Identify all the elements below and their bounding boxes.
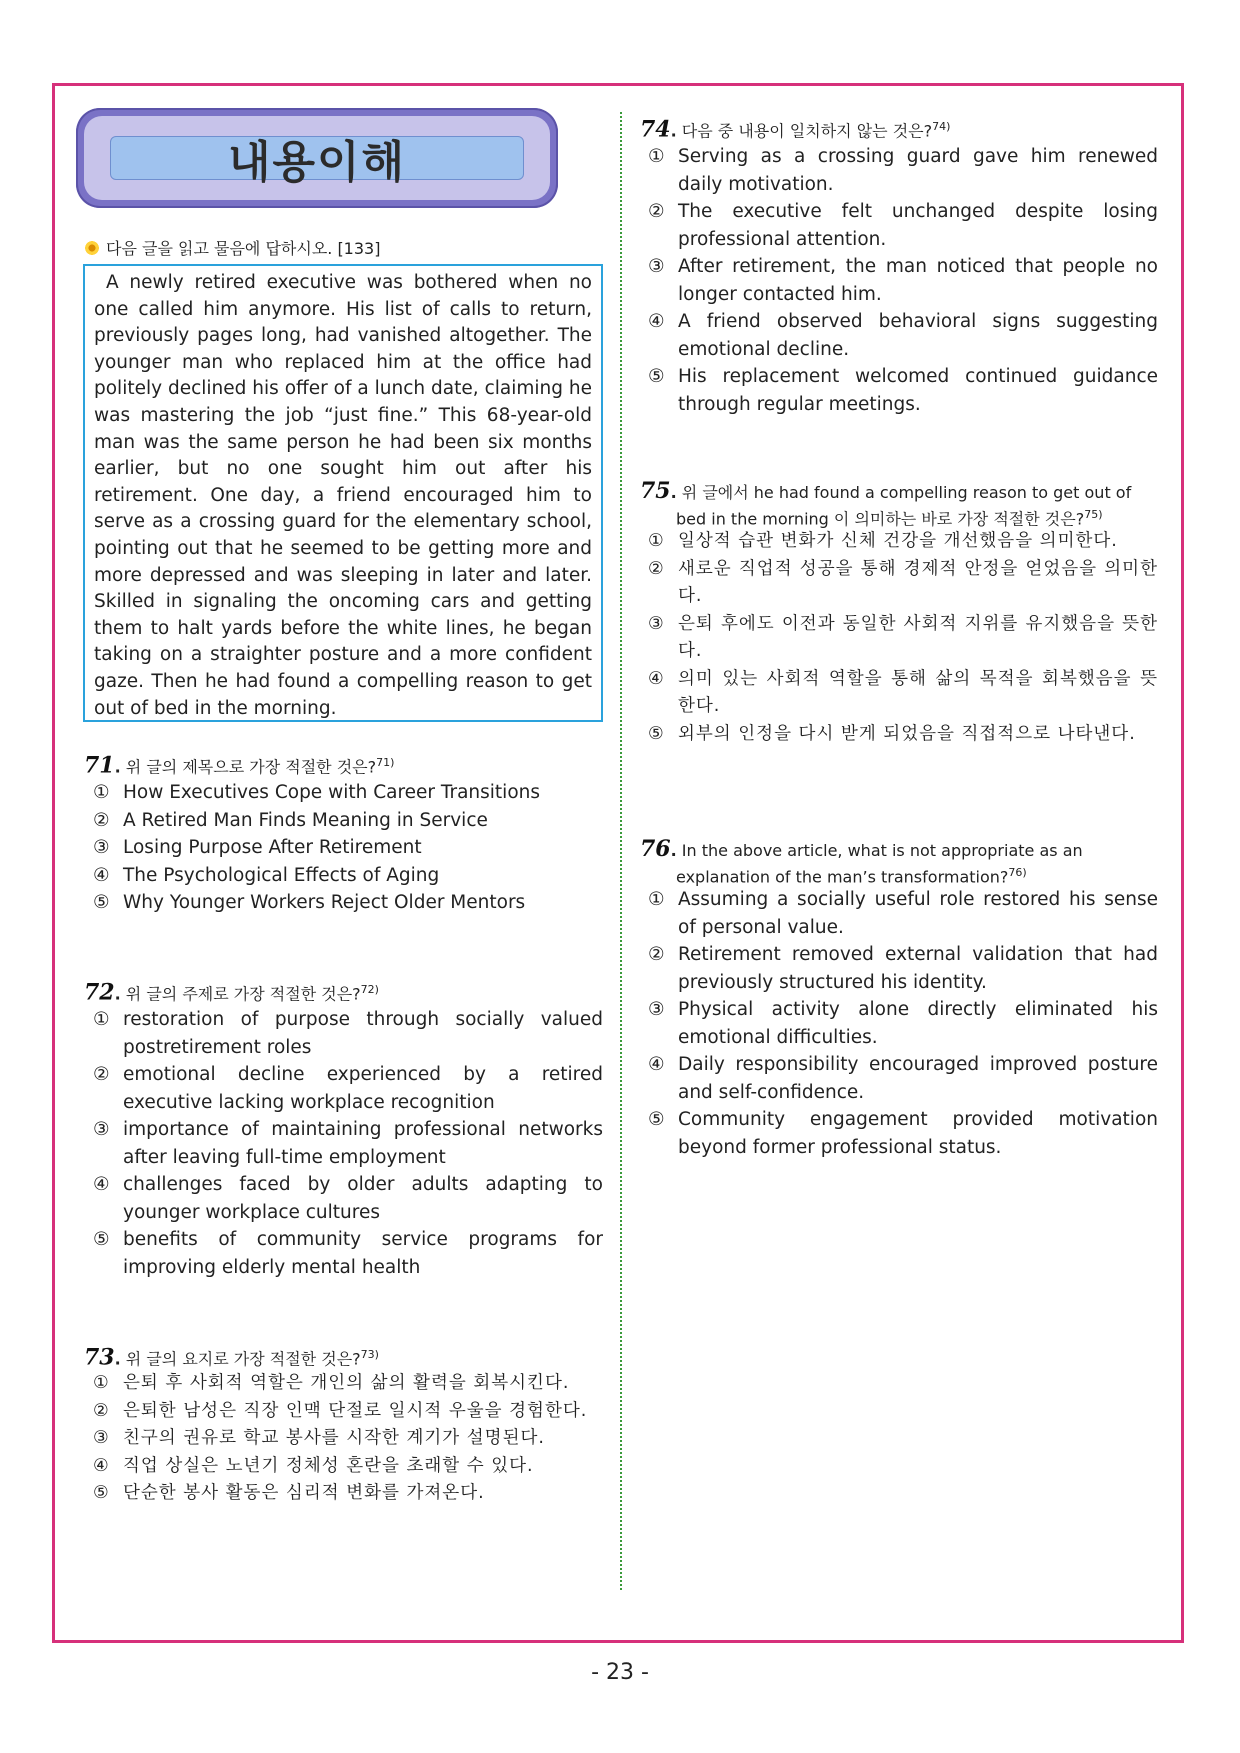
question-number: 71 [84, 752, 115, 779]
question-prompt: In the above article, what is not appropriate as an explanation of the man’s transformation? [676, 841, 1083, 887]
section-title: 내용이해 [227, 137, 406, 188]
option[interactable]: ② 새로운 직업적 성공을 통해 경제적 안정을 얻었음을 의미한다. [648, 558, 1158, 606]
flower-icon [84, 240, 100, 256]
footnote-mark: 76) [1008, 866, 1027, 879]
question-number: 73 [84, 1344, 115, 1371]
option[interactable]: ⑤ benefits of community service programs for improving elderly mental health [93, 1229, 603, 1278]
footnote-mark: 75) [1084, 508, 1103, 521]
option[interactable]: ③ 친구의 권유로 학교 봉사를 시작한 계기가 설명된다. [93, 1428, 545, 1448]
question-number: 75 [640, 478, 671, 504]
question-74-header: 74. 다음 중 내용이 일치하지 않는 것은?$^{74)}$ [640, 116, 951, 143]
footnote-mark: 73) [360, 1348, 379, 1361]
option[interactable]: ⑤ Community engagement provided motivation beyond former professional status. [648, 1109, 1158, 1158]
option[interactable]: ① restoration of purpose through socially valued postretirement roles [93, 1009, 603, 1058]
question-73-header: 73. 위 글의 요지로 가장 적절한 것은?$^{73)}$ [84, 1344, 379, 1371]
question-number: 72 [84, 979, 115, 1006]
option[interactable]: ② The executive felt unchanged despite losing professional attention. [648, 201, 1158, 250]
option[interactable]: ④ 의미 있는 사회적 역할을 통해 삶의 목적을 회복했음을 뜻한다. [648, 668, 1158, 716]
option[interactable]: ① How Executives Cope with Career Transitions [93, 782, 541, 803]
footnote-mark: 71) [376, 756, 395, 769]
option[interactable]: ④ The Psychological Effects of Aging [93, 864, 440, 886]
option[interactable]: ① 은퇴 후 사회적 역할은 개인의 삶의 활력을 회복시킨다. [93, 1373, 570, 1393]
option[interactable]: ⑤ His replacement welcomed continued guidance through regular meetings. [648, 366, 1158, 415]
option[interactable]: ② A Retired Man Finds Meaning in Service [93, 809, 488, 831]
option[interactable]: ② 은퇴한 남성은 직장 인맥 단절로 일시적 우울을 경험한다. [93, 1400, 588, 1421]
footnote-mark: 74) [932, 120, 951, 133]
option[interactable]: ④ Daily responsibility encouraged improved posture and self-confidence. [648, 1054, 1158, 1103]
question-72-header: 72. 위 글의 주제로 가장 적절한 것은?$^{72)}$ [84, 979, 379, 1006]
reading-passage: A newly retired executive was bothered when no one called him anymore. His list of calls to return, previously pages long, had vanished altogether. The younger man who replaced him at the office had politely declined his offer of a lunch date, claiming he was mastering the job “just fine.” This 68-year-old man was the same person he had been six months earlier, but no one sought him out after his retirement. One day, a friend encouraged him to serve as a crossing guard for the elementary school, pointing out that he seemed to be getting more and more depressed and was sleeping in later and later. Skilled in signaling the oncoming cars and getting them to halt yards before the white lines, he began taking on a straighter posture and a more confident gaze. Then he had found a compelling reason to get out of bed in the morning. [83, 264, 603, 722]
option[interactable]: ⑤ Why Younger Workers Reject Older Mentors [93, 892, 526, 913]
section-banner [76, 108, 558, 208]
question-number: 74 [640, 116, 671, 143]
option[interactable]: ④ A friend observed behavioral signs suggesting emotional decline. [648, 311, 1158, 360]
question-76-options [648, 886, 1158, 1161]
page-number: - 23 - [591, 1660, 649, 1685]
question-number: 76 [640, 836, 671, 862]
option[interactable]: ⑤ 외부의 인정을 다시 받게 되었음을 직접적으로 나타낸다. [648, 723, 1136, 744]
question-prompt: 위 글의 요지로 가장 적절한 것은? [125, 1349, 361, 1369]
option[interactable]: ② Retirement removed external validation that had previously structured his identity. [648, 944, 1158, 993]
option[interactable]: ① Serving as a crossing guard gave him renewed daily motivation. [648, 146, 1158, 195]
question-71-header: 71. 위 글의 제목으로 가장 적절한 것은?$^{71)}$ [84, 752, 395, 779]
option[interactable]: ⑤ 단순한 봉사 활동은 심리적 변화를 가져온다. [93, 1483, 485, 1503]
question-76-header: 76. In the above article, what is not appropriate as an explanation of the man’s transformation?$^{76)}$ [640, 836, 1083, 887]
question-71-options [93, 779, 603, 917]
question-73-options [93, 1370, 603, 1508]
question-prompt: 위 글의 주제로 가장 적절한 것은? [125, 984, 361, 1004]
question-75-header: 75. 위 글에서 he had found a compelling reason to get out of bed in the morning 이 의미하는 바로 가장 적절한 것은?$^{75)}$ [640, 478, 1132, 529]
question-72-options [93, 1006, 603, 1281]
footnote-mark: 72) [360, 983, 379, 996]
question-prompt: 위 글의 제목으로 가장 적절한 것은? [125, 757, 377, 777]
column-divider [620, 112, 622, 1590]
option[interactable]: ① Assuming a socially useful role restored his sense of personal value. [648, 889, 1158, 938]
option[interactable]: ③ Physical activity alone directly eliminated his emotional difficulties. [648, 999, 1158, 1048]
option[interactable]: ③ Losing Purpose After Retirement [93, 837, 422, 858]
option[interactable]: ④ challenges faced by older adults adapting to younger workplace cultures [93, 1174, 603, 1223]
question-prompt: 위 글에서 he had found a compelling reason to get out of bed in the morning 이 의미하는 바로 가장 적절한 것은? [676, 483, 1132, 529]
option[interactable]: ④ 직업 상실은 노년기 정체성 혼란을 초래할 수 있다. [93, 1455, 534, 1476]
question-74-options [648, 143, 1158, 418]
option[interactable]: ③ After retirement, the man noticed that people no longer contacted him. [648, 256, 1158, 305]
option[interactable]: ③ 은퇴 후에도 이전과 동일한 사회적 지위를 유지했음을 뜻한다. [648, 613, 1158, 661]
option[interactable]: ① 일상적 습관 변화가 신체 건강을 개선했음을 의미한다. [648, 531, 1118, 551]
question-75-options [648, 528, 1158, 748]
instruction [84, 236, 380, 259]
option[interactable]: ② emotional decline experienced by a retired executive lacking workplace recognition [93, 1064, 603, 1113]
instruction-text: 다음 글을 읽고 물음에 답하시오. [133] [106, 239, 381, 258]
option[interactable]: ③ importance of maintaining professional networks after leaving full-time employment [93, 1119, 603, 1168]
question-prompt: 다음 중 내용이 일치하지 않는 것은? [681, 121, 933, 141]
